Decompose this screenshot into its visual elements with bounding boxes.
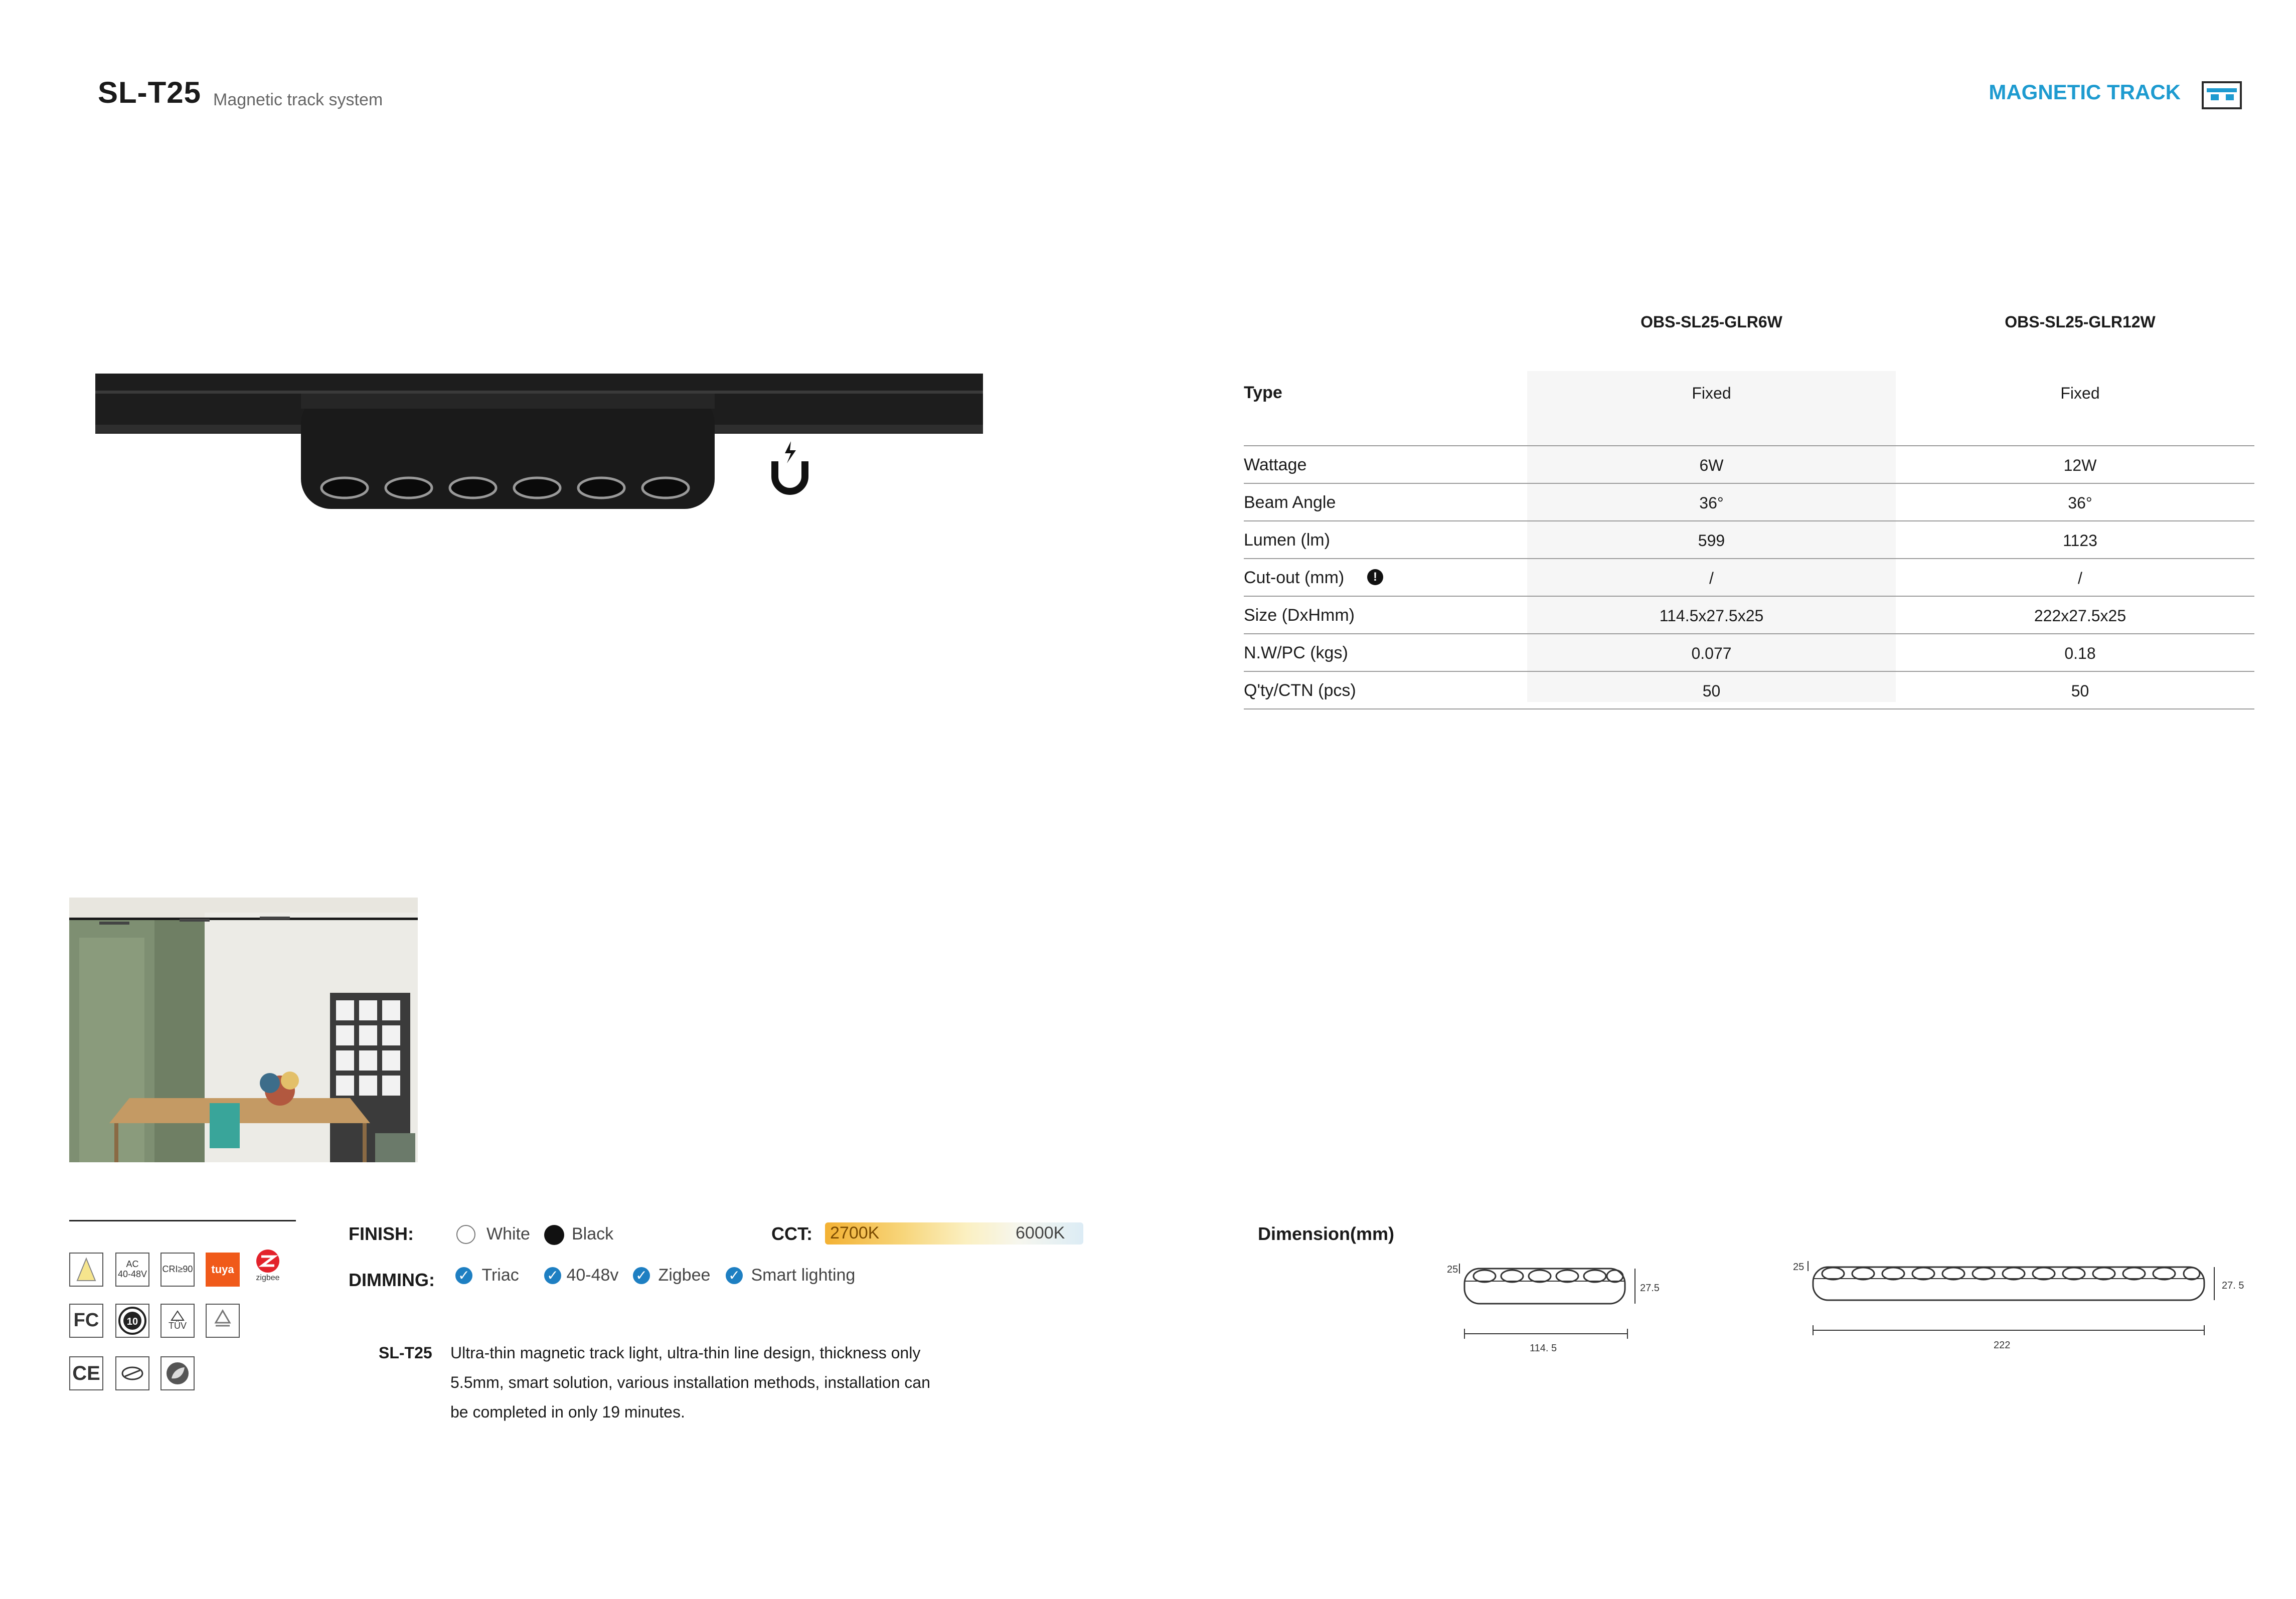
- finish-black-swatch[interactable]: [544, 1225, 564, 1245]
- table-row: [1244, 596, 2254, 634]
- dimension-height: 27. 5: [2222, 1280, 2244, 1291]
- row-label: Beam Angle: [1244, 493, 1336, 512]
- check-icon: ✓: [726, 1267, 743, 1284]
- dimension-height: 27.5: [1640, 1283, 1660, 1294]
- column-header: OBS-SL25-GLR12W: [2005, 313, 2156, 331]
- dimming-option-triac[interactable]: [455, 1266, 519, 1285]
- row-label: Lumen (lm): [1244, 530, 1330, 550]
- finish-option-label: White: [486, 1224, 530, 1243]
- ce-icon: CE: [69, 1356, 103, 1390]
- cell-value: 36°: [2068, 494, 2092, 512]
- dimension-depth: 25: [1793, 1262, 1805, 1273]
- table-row: [1244, 483, 2254, 521]
- product-image: [95, 374, 988, 519]
- table-row: [1244, 671, 2254, 709]
- dimming-label: DIMMING:: [349, 1270, 435, 1290]
- dimension-drawing-large: [1785, 1256, 2244, 1356]
- rohs-icon: [115, 1356, 149, 1390]
- recycle-icon: [206, 1304, 240, 1338]
- cri-icon: CRI≥90: [160, 1253, 195, 1287]
- dimming-option-label: Triac: [481, 1266, 519, 1285]
- cell-value: Fixed: [1692, 384, 1731, 402]
- cct-cool-label: 6000K: [1016, 1223, 1065, 1242]
- cct-warm-label: 2700K: [830, 1223, 880, 1242]
- row-label: Wattage: [1244, 455, 1307, 474]
- tuya-icon: tuya: [206, 1253, 240, 1287]
- cell-value: /: [1709, 569, 1714, 587]
- info-icon[interactable]: !: [1367, 569, 1383, 585]
- cell-value: 36°: [1699, 494, 1724, 512]
- divider: [69, 1220, 296, 1221]
- dimming-option-label: Smart lighting: [751, 1266, 856, 1285]
- brand-label: MAGNETIC TRACK: [1989, 80, 2181, 104]
- tuv-icon: TÜV: [160, 1304, 195, 1338]
- cell-value: 1123: [2063, 531, 2097, 550]
- cell-value: /: [2078, 569, 2082, 587]
- cell-value: 222x27.5x25: [2034, 607, 2126, 625]
- cell-value: 0.18: [2064, 644, 2096, 662]
- description-label: SL-T25: [379, 1344, 432, 1362]
- leaf-icon: [160, 1356, 195, 1390]
- page-title: SL-T25: [98, 76, 202, 109]
- column-header: OBS-SL25-GLR6W: [1641, 313, 1782, 331]
- cell-value: 0.077: [1691, 644, 1732, 662]
- dimension-depth: 25: [1447, 1264, 1458, 1275]
- dimming-option-zigbee[interactable]: [633, 1266, 710, 1285]
- warranty-icon: [115, 1304, 149, 1338]
- finish-label: FINISH:: [349, 1223, 414, 1244]
- room-photo: [69, 898, 418, 1162]
- dimming-option-40-48v[interactable]: [544, 1266, 618, 1285]
- check-icon: ✓: [633, 1267, 650, 1284]
- dimming-option-label: 40-48v: [566, 1266, 619, 1285]
- dimming-option-label: Zigbee: [658, 1266, 711, 1285]
- track-rail-icon: [2202, 81, 2242, 109]
- row-label: N.W/PC (kgs): [1244, 643, 1348, 662]
- dimension-length: 222: [1994, 1340, 2011, 1351]
- ip-rating-icon: [69, 1253, 103, 1287]
- table-row: [1244, 445, 2254, 484]
- table-row: [1244, 633, 2254, 672]
- row-label: Cut-out (mm): [1244, 568, 1345, 587]
- dimension-drawing-small: [1437, 1259, 1678, 1359]
- row-label: Size (DxHmm): [1244, 606, 1355, 625]
- dimension-length: 114. 5: [1530, 1343, 1557, 1354]
- cell-value: 6W: [1699, 456, 1724, 474]
- cell-value: 12W: [2063, 456, 2097, 474]
- fcc-icon: FC: [69, 1304, 103, 1338]
- finish-white-swatch[interactable]: [456, 1225, 475, 1244]
- cell-value: 50: [2071, 682, 2089, 700]
- cct-label: CCT:: [771, 1223, 812, 1244]
- magnet-icon: [770, 441, 810, 496]
- cell-value: Fixed: [2060, 384, 2100, 402]
- dimming-option-smart-lighting[interactable]: [726, 1266, 855, 1285]
- description-line: Ultra-thin magnetic track light, ultra-thin line design, thickness only: [450, 1344, 921, 1362]
- dimension-title: Dimension(mm): [1258, 1223, 1395, 1244]
- cell-value: 114.5x27.5x25: [1659, 607, 1764, 625]
- check-icon: ✓: [455, 1267, 472, 1284]
- table-row: [1244, 558, 2254, 597]
- description-line: be completed in only 19 minutes.: [450, 1403, 685, 1421]
- description-line: 5.5mm, smart solution, various installation methods, installation can: [450, 1373, 930, 1391]
- row-label: Type: [1244, 383, 1282, 402]
- zigbee-icon: zigbee: [251, 1249, 285, 1283]
- check-icon: ✓: [544, 1267, 561, 1284]
- finish-option-label: Black: [572, 1224, 614, 1243]
- table-row: [1244, 371, 2254, 446]
- ac-voltage-icon: AC 40-48V: [115, 1253, 149, 1287]
- page-subtitle: Magnetic track system: [213, 90, 383, 109]
- row-label: Q'ty/CTN (pcs): [1244, 681, 1356, 700]
- cell-value: 599: [1698, 531, 1725, 550]
- svg-text:10: 10: [126, 1316, 138, 1327]
- table-row: [1244, 520, 2254, 559]
- cell-value: 50: [1702, 682, 1721, 700]
